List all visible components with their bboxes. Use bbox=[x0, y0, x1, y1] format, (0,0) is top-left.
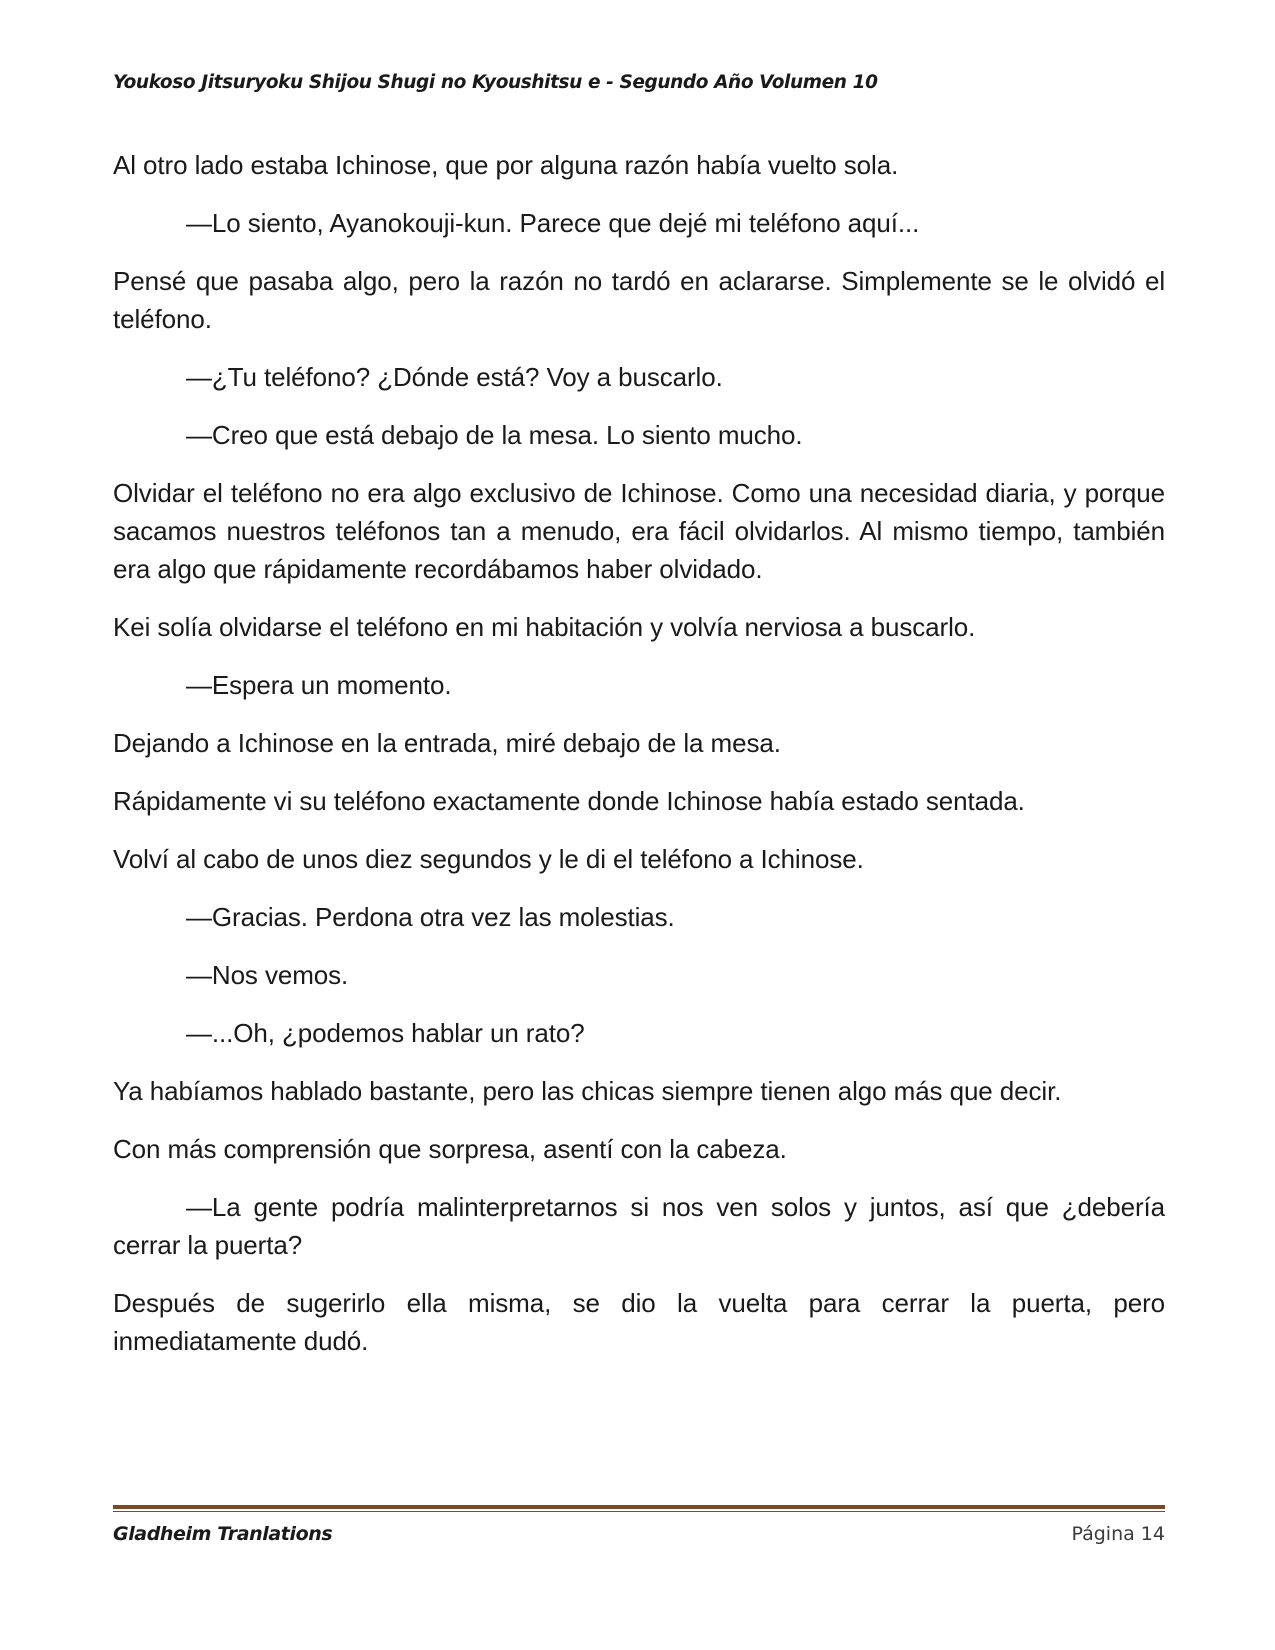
dialogue-line: —La gente podría malinterpretarnos si nos ven solos y juntos, así que ¿debería cerrar la puerta? bbox=[113, 1192, 1165, 1260]
dialogue-line: —Espera un momento. bbox=[186, 670, 452, 700]
dialogue-line: —...Oh, ¿podemos hablar un rato? bbox=[186, 1018, 585, 1048]
dialogue-line: —Nos vemos. bbox=[186, 960, 349, 990]
dialogue-line: —Gracias. Perdona otra vez las molestias. bbox=[186, 902, 675, 932]
paragraph: Después de sugerirlo ella misma, se dio la vuelta para cerrar la puerta, pero inmediatamente dudó. bbox=[113, 1288, 1165, 1356]
paragraph: Ya habíamos hablado bastante, pero las chicas siempre tienen algo más que decir. bbox=[113, 1076, 1062, 1106]
paragraph: Rápidamente vi su teléfono exactamente donde Ichinose había estado sentada. bbox=[113, 786, 1025, 816]
paragraph: Kei solía olvidarse el teléfono en mi habitación y volvía nerviosa a buscarlo. bbox=[113, 612, 976, 642]
paragraph: Con más comprensión que sorpresa, asentí con la cabeza. bbox=[113, 1134, 787, 1164]
page-body bbox=[113, 146, 1165, 1380]
paragraph: Olvidar el teléfono no era algo exclusivo de Ichinose. Como una necesidad diaria, y porque sacamos nuestros teléfonos tan a menudo, era fácil olvidarlos. Al mismo tiempo, también era algo que rápidamente recordábamos haber olvidado. bbox=[113, 478, 1165, 584]
paragraph: Dejando a Ichinose en la entrada, miré debajo de la mesa. bbox=[113, 728, 781, 758]
dialogue-line: —Creo que está debajo de la mesa. Lo siento mucho. bbox=[186, 420, 803, 450]
page-number: Página 14 bbox=[1071, 1523, 1165, 1545]
dialogue-line: —¿Tu teléfono? ¿Dónde está? Voy a buscarlo. bbox=[186, 362, 723, 392]
footer-divider-thick bbox=[113, 1505, 1165, 1509]
paragraph: Volví al cabo de unos diez segundos y le di el teléfono a Ichinose. bbox=[113, 844, 864, 874]
paragraph: Al otro lado estaba Ichinose, que por alguna razón había vuelto sola. bbox=[113, 150, 899, 180]
running-header: Youkoso Jitsuryoku Shijou Shugi no Kyoushitsu e - Segundo Año Volumen 10 bbox=[113, 72, 878, 93]
dialogue-line: —Lo siento, Ayanokouji-kun. Parece que dejé mi teléfono aquí... bbox=[186, 208, 920, 238]
footer-credit: Gladheim Tranlations bbox=[113, 1523, 333, 1545]
paragraph: Pensé que pasaba algo, pero la razón no tardó en aclararse. Simplemente se le olvidó el teléfono. bbox=[113, 266, 1165, 334]
footer-divider-thin bbox=[113, 1511, 1165, 1512]
